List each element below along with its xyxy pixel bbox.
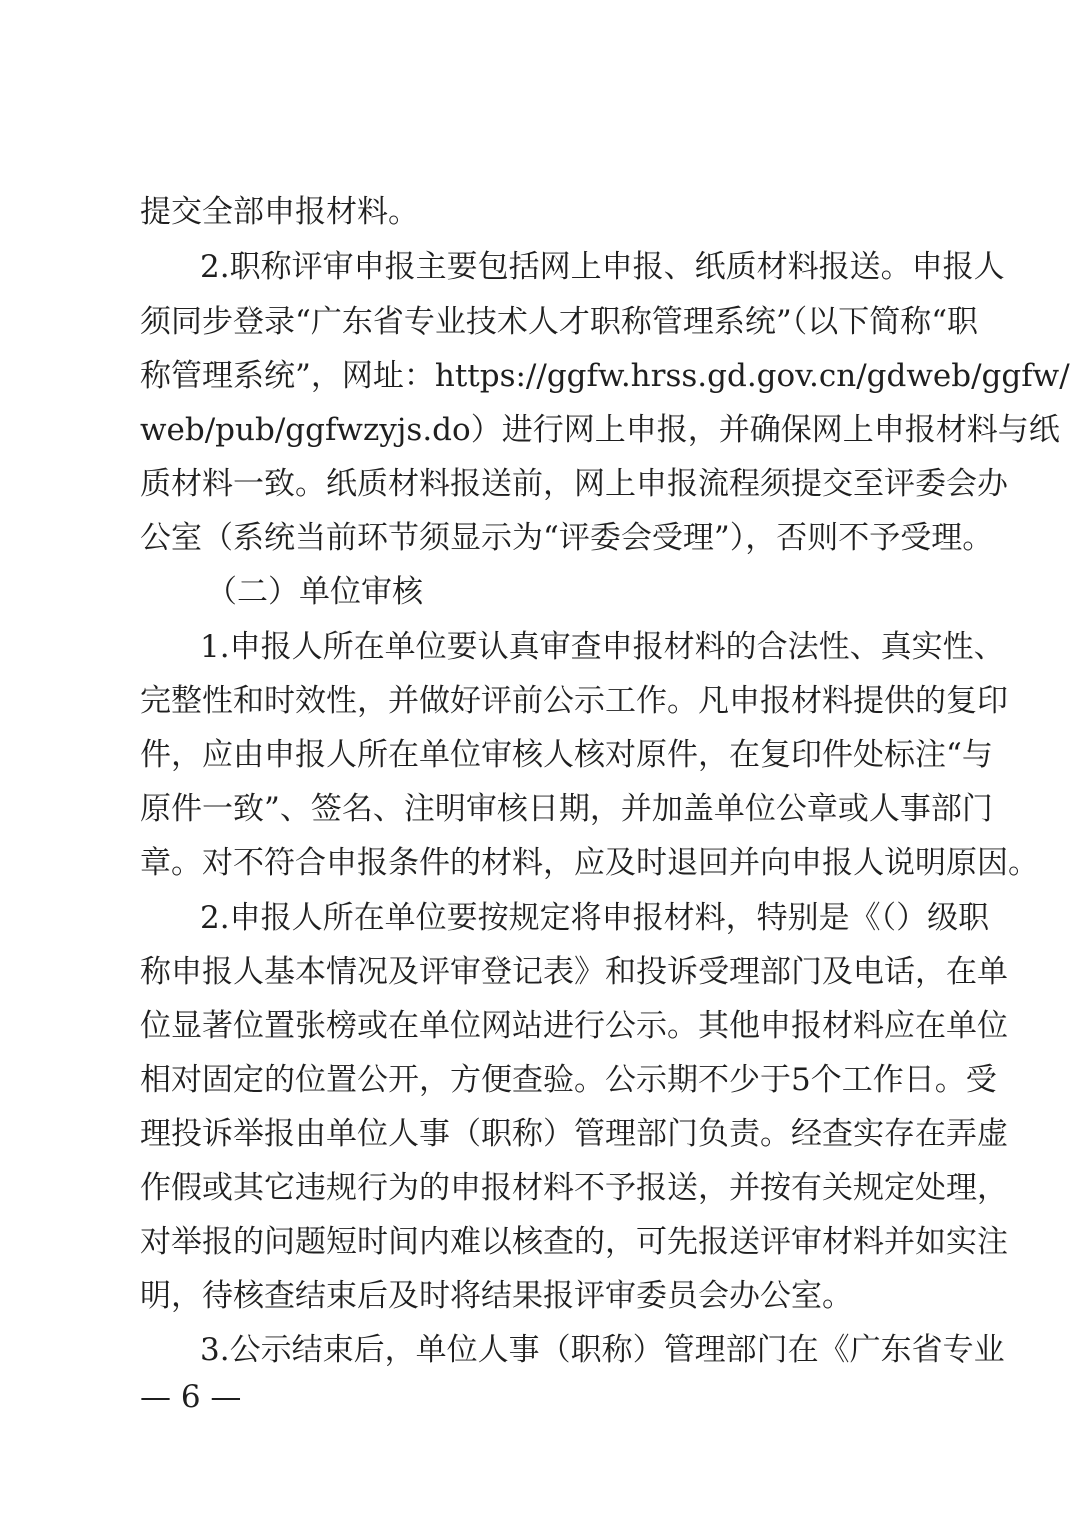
body-line: 理投诉举报由单位人事（职称）管理部门负责。经查实存在弄虚 [140, 1116, 1008, 1152]
body-line: web/pub/ggfwzyjs.do）进行网上申报，并确保网上申报材料与纸 [140, 412, 1060, 448]
body-line: 质材料一致。纸质材料报送前，网上申报流程须提交至评委会办 [140, 466, 1008, 502]
body-line: 1.申报人所在单位要认真审查申报材料的合法性、真实性、 [200, 629, 1005, 665]
body-line: 3.公示结束后，单位人事（职称）管理部门在《广东省专业 [200, 1332, 1005, 1368]
body-line: 2.申报人所在单位要按规定将申报材料，特别是《（）级职 [200, 900, 990, 936]
body-line: 章。对不符合申报条件的材料，应及时退回并向申报人说明原因。 [140, 845, 1039, 881]
body-line: 称管理系统”，网址：https://ggfw.hrss.gd.gov.cn/gdweb/ggfw/ [140, 358, 1070, 394]
page-number: — 6 — [140, 1379, 242, 1415]
body-line: 相对固定的位置公开，方便查验。公示期不少于5个工作日。受 [140, 1062, 997, 1098]
section-heading: （二）单位审核 [206, 574, 423, 610]
body-line: 提交全部申报材料。 [140, 194, 419, 230]
body-line: 公室（系统当前环节须显示为“评委会受理”），否则不予受理。 [140, 520, 994, 556]
body-line: 作假或其它违规行为的申报材料不予报送，并按有关规定处理， [140, 1170, 1008, 1206]
body-line: 完整性和时效性，并做好评前公示工作。凡申报材料提供的复印 [140, 683, 1008, 719]
body-line: 位显著位置张榜或在单位网站进行公示。其他申报材料应在单位 [140, 1008, 1008, 1044]
body-line: 2.职称评审申报主要包括网上申报、纸质材料报送。申报人 [200, 249, 1005, 285]
body-line: 称申报人基本情况及评审登记表》和投诉受理部门及电话，在单 [140, 954, 1008, 990]
body-line: 对举报的问题短时间内难以核查的，可先报送评审材料并如实注 [140, 1224, 1008, 1260]
body-line: 原件一致”、签名、注明审核日期，并加盖单位公章或人事部门 [140, 791, 993, 827]
body-line: 件，应由申报人所在单位审核人核对原件，在复印件处标注“与 [140, 737, 993, 773]
body-line: 明，待核查结束后及时将结果报评审委员会办公室。 [140, 1278, 853, 1314]
body-line: 须同步登录“广东省专业技术人才职称管理系统”（以下简称“职 [140, 304, 979, 340]
